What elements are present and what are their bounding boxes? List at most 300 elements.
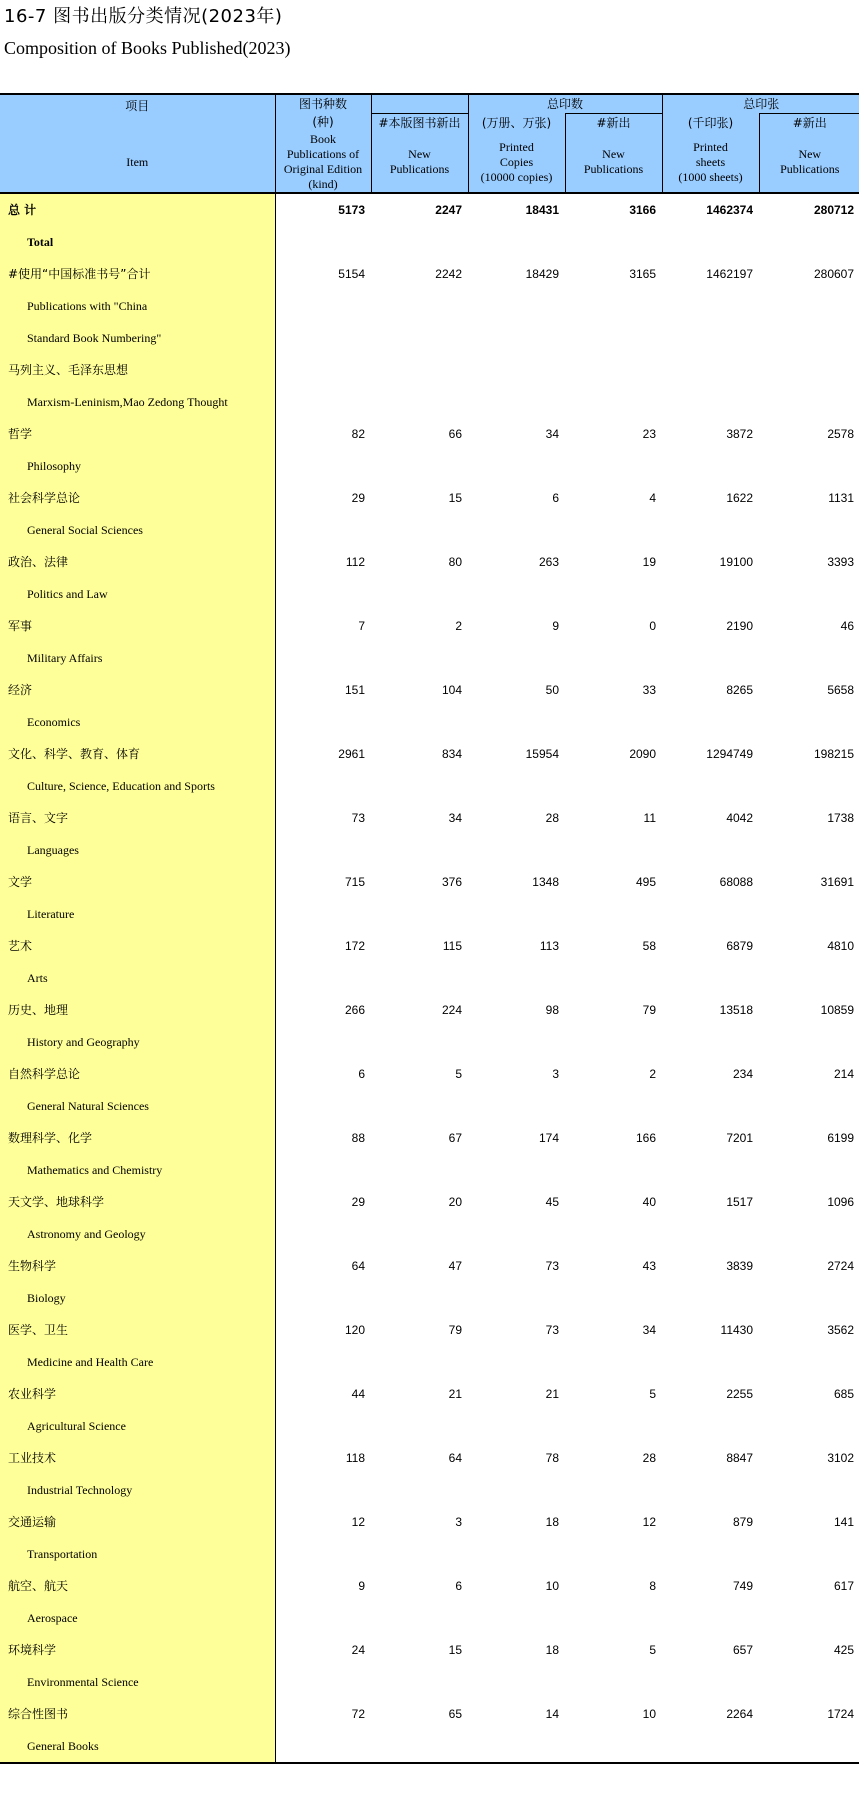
cell-value: 198215 [813, 747, 855, 761]
cell-value [565, 834, 662, 866]
row-label [0, 1634, 275, 1666]
cell-value [565, 1602, 662, 1634]
row-label-text: 文学 [8, 875, 33, 889]
cell-value: 65 [448, 1707, 462, 1721]
row-label-text: 马列主义、毛泽东思想 [8, 363, 129, 377]
row-label-text: 军事 [8, 619, 33, 633]
cell-value [468, 706, 565, 738]
header-kinds-new: #本版图书新出 [371, 114, 468, 133]
cell-value [371, 898, 468, 930]
cell-value [275, 1474, 371, 1506]
table-row [0, 610, 859, 642]
cell-value [759, 450, 859, 482]
cell-value [759, 1410, 859, 1442]
table-row [0, 1634, 859, 1666]
cell-value [468, 322, 565, 354]
row-label [0, 1666, 275, 1698]
row-label [0, 738, 275, 770]
cell-value [371, 706, 468, 738]
header-item: 项目 [0, 94, 275, 132]
table-row [0, 1474, 859, 1506]
cell-value [371, 1282, 468, 1314]
cell-value [565, 386, 662, 418]
cell-value [565, 1538, 662, 1570]
row-label [0, 834, 275, 866]
cell-value [275, 1730, 371, 1763]
cell-value: 44 [351, 1387, 365, 1401]
table-row [0, 482, 859, 514]
header-sheets-new: #新出 [759, 114, 859, 133]
cell-value: 15954 [525, 747, 559, 761]
cell-value: 6879 [726, 939, 754, 953]
cell-value [468, 1346, 565, 1378]
cell-value [565, 1666, 662, 1698]
cell-value [759, 290, 859, 322]
row-label [0, 1026, 275, 1058]
cell-value: 266 [344, 1003, 365, 1017]
cell-value [468, 450, 565, 482]
cell-value [371, 642, 468, 674]
cell-value: 214 [834, 1067, 855, 1081]
table-row [0, 1410, 859, 1442]
cell-value: 19100 [719, 555, 754, 569]
row-label [0, 1282, 275, 1314]
cell-value: 7 [358, 619, 365, 633]
row-label-text: Transportation [27, 1547, 98, 1561]
row-label [0, 1090, 275, 1122]
cell-value: 18 [545, 1515, 559, 1529]
cell-value: 4042 [726, 811, 754, 825]
row-label-text: 艺术 [8, 939, 33, 953]
row-label [0, 1538, 275, 1570]
row-label [0, 962, 275, 994]
table-row [0, 322, 859, 354]
row-label [0, 642, 275, 674]
cell-value [468, 1474, 565, 1506]
cell-value [662, 1154, 759, 1186]
table-row [0, 994, 859, 1026]
cell-value [565, 1282, 662, 1314]
cell-value [275, 1602, 371, 1634]
row-label-text: 数理科学、化学 [8, 1131, 93, 1145]
data-table: 项目 图书种数 (种) 总印数 总印张 #本版图书新出 (万册、万张) #新出 (千印张) #新出 Item Book Publications of Original Edition (kind) New Publications Printed Copies (10000 copies) New Publications Printed sheets (1000 sheets) New Publications 总 计 5173 2247 18431 3166 1462374 280712 Total #使用“中国标准书号”合计 5154 2242 18429 3165 1462197 280607 Publications with "China Standard Book Numbering" 马列主义、毛泽东思想 Marxism-Leninism,Mao Zedong Thought 哲学 82 66 34 23 3872 2578 Philosophy 社会科学总论 29 15 6 4 1622 1131 General Social Sciences 政治、法律 112 80 263 19 19100 3393 Politics and Law 军事 7 2 9 0 2190 46 Military Affairs 经济 151 104 50 33 8265 5658 Economics 文化、科学、教育、体育 2961 834 15954 2090 1294749 198215 Culture, Science, Education and Sports 语言、文字 73 34 28 11 4042 1738 Languages 文学 715 376 1348 495 68088 31691 Literature 艺术 172 115 113 58 6879 4810 Arts 历史、地理 266 224 98 79 13518 10859 History and Geography 自然科学总论 6 5 3 2 234 214 General Natural Sciences 数理科学、化学 88 67 174 166 7201 6199 Mathematics and Chemistry 天文学、地球科学 29 20 45 40 1517 1096 Astronomy and Geology 生物科学 64 47 73 43 3839 2724 Biology 医学、卫生 120 79 73 34 11430 3562 Medicine and Health Care 农业科学 44 21 21 5 2255 685 Agricultural Science 工业技术 118 64 78 28 8847 3102 Industrial Technology 交通运输 12 3 18 12 879 141 Transportation 航空、航天 9 6 10 8 749 617 Aerospace 环境科学 24 15 18 5 657 425 Environmental Science 综合性图书 72 65 14 10 2264 1724 General Books [0, 93, 859, 1764]
row-label-text: #使用“中国标准书号”合计 [8, 267, 151, 281]
cell-value: 1724 [827, 1707, 855, 1721]
table-row [0, 898, 859, 930]
cell-value: 78 [545, 1451, 559, 1465]
cell-value: 23 [642, 427, 657, 441]
cell-value: 495 [635, 875, 657, 889]
table-row [0, 930, 859, 962]
cell-value [468, 770, 565, 802]
cell-value [662, 834, 759, 866]
cell-value [565, 354, 662, 386]
cell-value [468, 514, 565, 546]
cell-value: 98 [545, 1003, 559, 1017]
cell-value [468, 1730, 565, 1763]
cell-value: 376 [441, 875, 462, 889]
row-label [0, 770, 275, 802]
cell-value: 234 [732, 1067, 754, 1081]
cell-value [662, 1346, 759, 1378]
row-label-text: General Social Sciences [27, 523, 143, 537]
row-label [0, 546, 275, 578]
cell-value [662, 322, 759, 354]
cell-value: 88 [351, 1131, 365, 1145]
cell-value [371, 450, 468, 482]
row-label [0, 1442, 275, 1474]
cell-value: 685 [834, 1387, 855, 1401]
table-row [0, 1090, 859, 1122]
cell-value [759, 226, 859, 258]
cell-value: 2 [649, 1067, 657, 1081]
cell-value [759, 1538, 859, 1570]
row-label [0, 322, 275, 354]
cell-value [371, 226, 468, 258]
cell-value [565, 450, 662, 482]
cell-value [662, 1026, 759, 1058]
row-label-text: 天文学、地球科学 [8, 1195, 105, 1209]
cell-value [468, 898, 565, 930]
cell-value: 5 [649, 1387, 657, 1401]
cell-value: 4810 [827, 939, 855, 953]
cell-value [662, 962, 759, 994]
cell-value [275, 578, 371, 610]
row-label [0, 866, 275, 898]
cell-value: 3102 [827, 1451, 855, 1465]
table-row [0, 290, 859, 322]
cell-value: 12 [642, 1515, 657, 1529]
cell-value: 10859 [820, 1003, 855, 1017]
table-row [0, 1602, 859, 1634]
cell-value: 18431 [525, 203, 559, 217]
row-label [0, 1730, 275, 1763]
cell-value [662, 226, 759, 258]
cell-value [371, 1410, 468, 1442]
row-label-text: Politics and Law [27, 587, 108, 601]
cell-value: 46 [840, 619, 855, 633]
cell-value: 5173 [338, 203, 365, 217]
cell-value [371, 1154, 468, 1186]
row-label [0, 802, 275, 834]
row-label [0, 578, 275, 610]
row-label-text: 医学、卫生 [8, 1323, 69, 1337]
row-label [0, 418, 275, 450]
table-row [0, 258, 859, 290]
row-label-text: 总 计 [8, 203, 37, 217]
cell-value: 73 [545, 1323, 559, 1337]
row-label [0, 1058, 275, 1090]
cell-value: 1738 [827, 811, 855, 825]
cell-value [565, 898, 662, 930]
cell-value: 73 [351, 811, 365, 825]
cell-value [275, 1026, 371, 1058]
row-label-text: Economics [27, 715, 81, 729]
table-row [0, 1122, 859, 1154]
cell-value [565, 770, 662, 802]
row-label [0, 674, 275, 706]
cell-value: 11 [643, 811, 657, 825]
row-label-text: 历史、地理 [8, 1003, 69, 1017]
cell-value: 115 [442, 939, 462, 953]
cell-value [275, 834, 371, 866]
cell-value [759, 834, 859, 866]
cell-value: 5 [649, 1643, 657, 1657]
cell-value: 879 [732, 1515, 754, 1529]
cell-value [759, 706, 859, 738]
cell-value: 18429 [525, 267, 559, 281]
cell-value [565, 1730, 662, 1763]
cell-value: 79 [642, 1003, 657, 1017]
row-label-text: Astronomy and Geology [27, 1227, 146, 1241]
cell-value [468, 1026, 565, 1058]
cell-value [275, 386, 371, 418]
cell-value: 118 [345, 1451, 365, 1465]
cell-value [468, 290, 565, 322]
cell-value: 4 [649, 491, 657, 505]
cell-value: 10 [642, 1707, 657, 1721]
cell-value: 15 [448, 491, 462, 505]
row-label [0, 1122, 275, 1154]
cell-value [565, 1346, 662, 1378]
cell-value [759, 962, 859, 994]
row-label-text: Agricultural Science [27, 1419, 126, 1433]
cell-value [468, 642, 565, 674]
table-row [0, 514, 859, 546]
cell-value: 280607 [813, 267, 855, 281]
header-kinds: 图书种数 (种) [275, 94, 371, 132]
cell-value [662, 1090, 759, 1122]
table-title-en: Composition of Books Published(2023) [4, 38, 291, 58]
cell-value: 104 [441, 683, 462, 697]
cell-value [565, 1410, 662, 1442]
cell-value [565, 322, 662, 354]
header-copies: 总印数 [468, 94, 662, 114]
table-row [0, 706, 859, 738]
cell-value [371, 1090, 468, 1122]
table-row [0, 674, 859, 706]
cell-value [371, 962, 468, 994]
cell-value: 66 [448, 427, 462, 441]
cell-value [275, 1410, 371, 1442]
table-row [0, 386, 859, 418]
cell-value [275, 898, 371, 930]
cell-value: 67 [448, 1131, 462, 1145]
row-label-text: 哲学 [8, 427, 33, 441]
cell-value: 1348 [532, 875, 559, 889]
cell-value: 47 [448, 1259, 462, 1273]
row-label-text: 文化、科学、教育、体育 [8, 747, 141, 761]
cell-value: 715 [344, 875, 365, 889]
row-label-text: 自然科学总论 [8, 1067, 81, 1081]
cell-value: 7201 [726, 1131, 754, 1145]
cell-value: 1622 [726, 491, 754, 505]
cell-value [468, 1218, 565, 1250]
cell-value [565, 226, 662, 258]
cell-value: 33 [642, 683, 657, 697]
cell-value: 80 [448, 555, 462, 569]
cell-value: 28 [642, 1451, 657, 1465]
row-label-text: 航空、航天 [8, 1579, 69, 1593]
cell-value [662, 1666, 759, 1698]
cell-value [468, 226, 565, 258]
cell-value [468, 1666, 565, 1698]
cell-value [662, 1602, 759, 1634]
table-row [0, 1666, 859, 1698]
cell-value: 64 [448, 1451, 462, 1465]
cell-value: 5658 [827, 683, 855, 697]
table-row [0, 1026, 859, 1058]
cell-value [275, 706, 371, 738]
cell-value: 2242 [435, 267, 462, 281]
cell-value [662, 1218, 759, 1250]
header-copies-new: #新出 [565, 114, 662, 133]
row-label [0, 226, 275, 258]
cell-value: 34 [448, 811, 462, 825]
row-label [0, 290, 275, 322]
row-label-text: 社会科学总论 [8, 491, 81, 505]
cell-value [662, 386, 759, 418]
cell-value: 2090 [629, 747, 657, 761]
cell-value [759, 354, 859, 386]
table-row [0, 1570, 859, 1602]
row-label [0, 1218, 275, 1250]
table-row [0, 834, 859, 866]
cell-value [662, 1410, 759, 1442]
row-label-text: 经济 [8, 683, 33, 697]
row-label-text: Arts [27, 971, 48, 985]
cell-value [759, 1026, 859, 1058]
cell-value [759, 1154, 859, 1186]
cell-value [468, 834, 565, 866]
cell-value [759, 1602, 859, 1634]
cell-value [468, 962, 565, 994]
cell-value [565, 1154, 662, 1186]
row-label [0, 1474, 275, 1506]
cell-value [662, 514, 759, 546]
cell-value: 1294749 [706, 747, 754, 761]
cell-value: 45 [545, 1195, 559, 1209]
cell-value: 1462374 [706, 203, 754, 217]
table-row [0, 1730, 859, 1763]
cell-value [759, 322, 859, 354]
cell-value [662, 1538, 759, 1570]
row-label [0, 1378, 275, 1410]
cell-value: 9 [358, 1579, 365, 1593]
cell-value: 1517 [726, 1195, 754, 1209]
row-label [0, 450, 275, 482]
cell-value: 18 [545, 1643, 559, 1657]
cell-value [371, 578, 468, 610]
row-label [0, 386, 275, 418]
cell-value [275, 770, 371, 802]
row-label-text: Publications with "China [27, 299, 148, 313]
cell-value: 112 [345, 555, 365, 569]
cell-value [275, 1538, 371, 1570]
cell-value: 12 [351, 1515, 365, 1529]
table-row [0, 1250, 859, 1282]
cell-value [759, 1282, 859, 1314]
row-label-text: 生物科学 [8, 1259, 57, 1273]
cell-value: 6 [455, 1579, 462, 1593]
cell-value: 263 [538, 555, 559, 569]
row-label [0, 514, 275, 546]
cell-value: 43 [642, 1259, 657, 1273]
table-row [0, 642, 859, 674]
cell-value [759, 1666, 859, 1698]
cell-value [759, 898, 859, 930]
cell-value: 1096 [827, 1195, 855, 1209]
cell-value: 79 [448, 1323, 462, 1337]
row-label [0, 1410, 275, 1442]
cell-value [275, 514, 371, 546]
table-row [0, 578, 859, 610]
cell-value: 749 [732, 1579, 754, 1593]
cell-value: 6199 [827, 1131, 855, 1145]
cell-value [662, 1474, 759, 1506]
cell-value [275, 1154, 371, 1186]
row-label [0, 1250, 275, 1282]
cell-value [371, 514, 468, 546]
table-row [0, 770, 859, 802]
cell-value [565, 1026, 662, 1058]
cell-value: 120 [344, 1323, 365, 1337]
cell-value: 2255 [726, 1387, 754, 1401]
cell-value: 6 [552, 491, 559, 505]
table-row [0, 962, 859, 994]
cell-value [662, 706, 759, 738]
cell-value: 58 [642, 939, 657, 953]
cell-value: 1131 [828, 491, 855, 505]
cell-value [759, 514, 859, 546]
row-label [0, 610, 275, 642]
cell-value: 8847 [726, 1451, 754, 1465]
cell-value [275, 290, 371, 322]
cell-value: 174 [538, 1131, 559, 1145]
cell-value: 11430 [720, 1323, 754, 1337]
cell-value [759, 1346, 859, 1378]
row-label-text: Biology [27, 1291, 66, 1305]
table-row [0, 1314, 859, 1346]
cell-value [565, 1474, 662, 1506]
cell-value: 40 [642, 1195, 657, 1209]
cell-value: 10 [545, 1579, 559, 1593]
cell-value [371, 322, 468, 354]
row-label-text: Aerospace [27, 1611, 78, 1625]
cell-value: 617 [834, 1579, 855, 1593]
cell-value: 50 [545, 683, 559, 697]
cell-value: 2247 [435, 203, 462, 217]
cell-value: 31691 [820, 875, 855, 889]
row-label-text: Total [27, 235, 54, 249]
table-row [0, 418, 859, 450]
cell-value [371, 1026, 468, 1058]
cell-value: 2578 [827, 427, 855, 441]
row-label [0, 1698, 275, 1730]
row-label [0, 193, 275, 226]
cell-value [275, 322, 371, 354]
table-row [0, 1058, 859, 1090]
cell-value: 20 [448, 1195, 462, 1209]
cell-value [759, 1730, 859, 1763]
cell-value: 280712 [813, 203, 855, 217]
cell-value [275, 1666, 371, 1698]
cell-value: 166 [635, 1131, 657, 1145]
cell-value [468, 1538, 565, 1570]
cell-value: 29 [351, 491, 365, 505]
row-label [0, 1314, 275, 1346]
cell-value [662, 290, 759, 322]
